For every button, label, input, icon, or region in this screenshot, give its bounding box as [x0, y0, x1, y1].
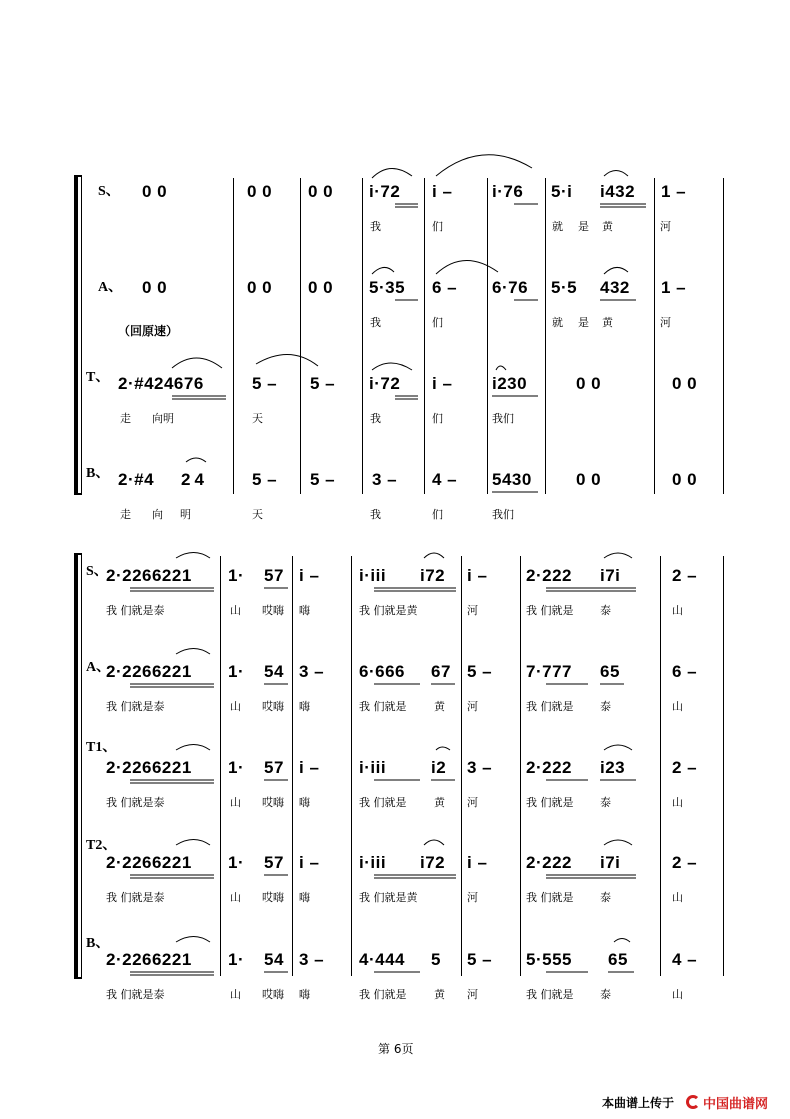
lyric: 黄	[602, 316, 613, 329]
note-group: 1·	[228, 758, 245, 777]
site-name: 中国曲谱网	[703, 1096, 769, 1112]
part-label-alto: A、	[98, 280, 123, 295]
lyric: 山	[672, 796, 683, 809]
barline	[233, 178, 234, 494]
lyric: 是	[578, 316, 589, 329]
slur	[604, 267, 628, 274]
slur	[436, 747, 450, 750]
lyric: 嗨	[299, 796, 310, 809]
barline	[424, 178, 425, 494]
note-group: i2	[431, 758, 447, 777]
note-group: 57	[264, 758, 284, 777]
lyric: 泰	[600, 700, 611, 713]
lyric: 哎嗨	[262, 891, 284, 904]
lyric: 山	[672, 604, 683, 617]
note-group: i·iii	[359, 853, 387, 872]
note-group: 0 0	[672, 374, 698, 393]
barline	[654, 178, 655, 494]
lyric: 我	[370, 412, 381, 425]
lyric: 哎嗨	[262, 604, 284, 617]
note-group: 2·222	[526, 566, 572, 585]
note-group: 5	[431, 950, 441, 969]
lyric: 是	[578, 220, 589, 233]
barline	[461, 556, 462, 976]
part-label-tenor: T、	[86, 370, 110, 385]
lyric: 嗨	[299, 988, 310, 1001]
note-group: i –	[299, 566, 320, 585]
note-group: 57	[264, 853, 284, 872]
note-group: 6·666	[359, 662, 405, 681]
lyric: 就	[552, 220, 563, 233]
note-group: 0 0	[247, 278, 273, 297]
note-group: 5·35	[369, 278, 406, 297]
lyric: 我 们就是	[526, 700, 574, 713]
slur	[176, 649, 210, 655]
note-group: i –	[432, 374, 453, 393]
note-group: i·72	[369, 374, 401, 393]
lyric: 山	[230, 700, 241, 713]
note-group: i72	[420, 853, 446, 872]
lyric: 山	[230, 988, 241, 1001]
slur	[436, 155, 532, 176]
note-group: 6 –	[672, 662, 698, 681]
note-group: 4 –	[432, 470, 458, 489]
note-group: 5·i	[551, 182, 573, 201]
lyric: 嗨	[299, 700, 310, 713]
note-group: 2·2266221	[106, 662, 192, 681]
note-group: 5 –	[252, 470, 278, 489]
note-group: 2 –	[672, 758, 698, 777]
slur	[604, 171, 628, 177]
lyric: 黄	[434, 796, 445, 809]
slur	[176, 937, 210, 943]
note-group: i23	[600, 758, 626, 777]
note-group: 3 –	[467, 758, 493, 777]
note-group: 0 0	[576, 470, 602, 489]
lyric: 我 们就是黄	[359, 604, 418, 617]
lyric: 我	[370, 316, 381, 329]
lyric: 山	[230, 891, 241, 904]
lyric: 山	[672, 891, 683, 904]
lyric: 河	[467, 988, 478, 1001]
slur	[372, 168, 412, 178]
slur	[186, 458, 206, 462]
lyric: 我 们就是黄	[359, 891, 418, 904]
note-group: 7·777	[526, 662, 572, 681]
note-group: 1·	[228, 662, 245, 681]
note-group: 2·#424676	[118, 374, 204, 393]
lyric: 哎嗨	[262, 700, 284, 713]
logo-icon	[686, 1095, 700, 1109]
note-group: 3 –	[299, 662, 325, 681]
note-group: i7i	[600, 853, 621, 872]
note-group: 2·2266221	[106, 853, 192, 872]
note-group: 5·555	[526, 950, 572, 969]
slur	[604, 553, 632, 558]
bracket-bottom	[74, 977, 82, 979]
note-group: i7i	[600, 566, 621, 585]
note-group: 5 –	[252, 374, 278, 393]
note-group: i·iii	[359, 566, 387, 585]
lyric: 们	[432, 412, 443, 425]
barline	[487, 178, 488, 494]
note-group: 1 –	[661, 182, 687, 201]
lyric: 嗨	[299, 604, 310, 617]
lyric: 黄	[434, 988, 445, 1001]
site-logo[interactable]	[686, 1092, 768, 1112]
lyric: 河	[467, 604, 478, 617]
lyric: 我 们就是泰	[106, 796, 165, 809]
lyric: 我们	[492, 412, 514, 425]
lyric: 哎嗨	[262, 988, 284, 1001]
page-number: 第 6页	[378, 1042, 414, 1056]
slur	[176, 840, 210, 846]
slur	[424, 553, 444, 558]
note-group: 5 –	[310, 374, 336, 393]
system-bracket	[74, 175, 78, 495]
slur	[256, 354, 318, 366]
lyric: 们	[432, 220, 443, 233]
lyric: 我 们就是	[359, 700, 407, 713]
part-label-bass: B、	[86, 936, 110, 951]
part-label-tenor-2: T2、	[86, 838, 117, 853]
lyric: 河	[467, 796, 478, 809]
system-bracket-thin	[81, 175, 82, 495]
note-group: 6 –	[432, 278, 458, 297]
note-group: 0 0	[672, 470, 698, 489]
lyric: 向明	[152, 412, 174, 425]
note-group: 24	[181, 470, 208, 489]
barline	[300, 178, 301, 494]
slur	[436, 260, 498, 274]
note-group: 54	[264, 950, 284, 969]
note-group: i –	[467, 853, 488, 872]
note-group: 0 0	[576, 374, 602, 393]
part-label-soprano: S、	[86, 564, 108, 579]
barline	[362, 178, 363, 494]
lyric: 明	[180, 508, 191, 521]
barline	[520, 556, 521, 976]
note-group: 3 –	[372, 470, 398, 489]
lyric: 我 们就是	[526, 891, 574, 904]
note-group: 67	[431, 662, 451, 681]
slur	[172, 358, 222, 368]
lyric: 黄	[602, 220, 613, 233]
lyric: 天	[252, 508, 263, 521]
lyric: 我 们就是	[359, 988, 407, 1001]
part-label-soprano: S、	[98, 184, 120, 199]
note-group: 54	[264, 662, 284, 681]
note-group: 2·2266221	[106, 566, 192, 585]
note-group: i·72	[369, 182, 401, 201]
lyric: 嗨	[299, 891, 310, 904]
note-group: 0 0	[247, 182, 273, 201]
lyric: 泰	[600, 891, 611, 904]
note-group: 0 0	[308, 278, 334, 297]
lyric: 向	[152, 508, 163, 521]
note-group: 6·76	[492, 278, 529, 297]
barline	[545, 178, 546, 494]
note-group: 5 –	[310, 470, 336, 489]
barline	[660, 556, 661, 976]
lyric: 河	[660, 220, 671, 233]
lyric: 我 们就是	[526, 796, 574, 809]
lyric: 我 们就是泰	[106, 988, 165, 1001]
note-group: 4 –	[672, 950, 698, 969]
note-group: 5 –	[467, 950, 493, 969]
note-group: 2 –	[672, 566, 698, 585]
note-group: 2·2266221	[106, 758, 192, 777]
note-group: i –	[299, 758, 320, 777]
system-bracket-thin	[81, 553, 82, 979]
note-group: 1·	[228, 853, 245, 872]
note-group: i230	[492, 374, 528, 393]
slur	[604, 840, 632, 845]
note-group: 3 –	[299, 950, 325, 969]
lyric: 我 们就是泰	[106, 700, 165, 713]
slur	[372, 363, 412, 370]
slur	[372, 267, 394, 274]
lyric: 泰	[600, 988, 611, 1001]
note-group: 1·	[228, 950, 245, 969]
lyric: 黄	[434, 700, 445, 713]
lyric: 山	[672, 700, 683, 713]
lyric: 我 们就是泰	[106, 604, 165, 617]
barline	[220, 556, 221, 976]
lyric: 山	[672, 988, 683, 1001]
note-group: 2·#4	[118, 470, 155, 489]
note-group: 0 0	[308, 182, 334, 201]
lyric: 走	[120, 508, 131, 521]
lyric: 泰	[600, 796, 611, 809]
barline	[723, 556, 724, 976]
lyric: 我	[370, 508, 381, 521]
lyric: 我 们就是	[359, 796, 407, 809]
note-group: 5·5	[551, 278, 578, 297]
lyric: 我们	[492, 508, 514, 521]
note-group: 432	[600, 278, 630, 297]
note-group: i72	[420, 566, 446, 585]
part-label-bass: B、	[86, 466, 110, 481]
slur	[614, 939, 630, 943]
note-group: 2·2266221	[106, 950, 192, 969]
lyric: 我 们就是泰	[106, 891, 165, 904]
barline	[723, 178, 724, 494]
note-group: 0 0	[142, 182, 168, 201]
bracket-bottom	[74, 493, 82, 495]
note-group: 57	[264, 566, 284, 585]
lyric: 我 们就是	[526, 988, 574, 1001]
slur	[496, 366, 506, 370]
note-group: 65	[600, 662, 620, 681]
note-group: 5 –	[467, 662, 493, 681]
barline	[292, 556, 293, 976]
note-group: i432	[600, 182, 636, 201]
lyric: 哎嗨	[262, 796, 284, 809]
barline	[351, 556, 352, 976]
note-group: 4·444	[359, 950, 405, 969]
lyric: 河	[467, 700, 478, 713]
lyric: 山	[230, 796, 241, 809]
lyric: 河	[660, 316, 671, 329]
lyric: 们	[432, 508, 443, 521]
note-group: 1·	[228, 566, 245, 585]
part-label-tenor-1: T1、	[86, 740, 117, 755]
note-group: 0 0	[142, 278, 168, 297]
slur	[176, 553, 210, 559]
upload-note: 本曲谱上传于	[602, 1096, 675, 1110]
note-group: 2·222	[526, 758, 572, 777]
note-group: i –	[467, 566, 488, 585]
tempo-marking: （回原速）	[118, 324, 179, 338]
note-group: 2 –	[672, 853, 698, 872]
part-label-alto: A、	[86, 660, 111, 675]
lyric: 河	[467, 891, 478, 904]
note-group: 2·222	[526, 853, 572, 872]
lyric: 我 们就是	[526, 604, 574, 617]
slur	[424, 840, 444, 845]
lyric: 我	[370, 220, 381, 233]
lyric: 们	[432, 316, 443, 329]
lyric: 泰	[600, 604, 611, 617]
lyric: 山	[230, 604, 241, 617]
bracket-top	[74, 553, 82, 555]
slur	[176, 745, 210, 751]
system-bracket	[74, 553, 78, 979]
note-group: 1 –	[661, 278, 687, 297]
lyric: 走	[120, 412, 131, 425]
note-group: 65	[608, 950, 628, 969]
slur	[604, 745, 632, 750]
lyric: 天	[252, 412, 263, 425]
note-group: i·76	[492, 182, 524, 201]
note-group: i –	[432, 182, 453, 201]
note-group: i –	[299, 853, 320, 872]
note-group: 5430	[492, 470, 532, 489]
note-group: i·iii	[359, 758, 387, 777]
bracket-top	[74, 175, 82, 177]
lyric: 就	[552, 316, 563, 329]
